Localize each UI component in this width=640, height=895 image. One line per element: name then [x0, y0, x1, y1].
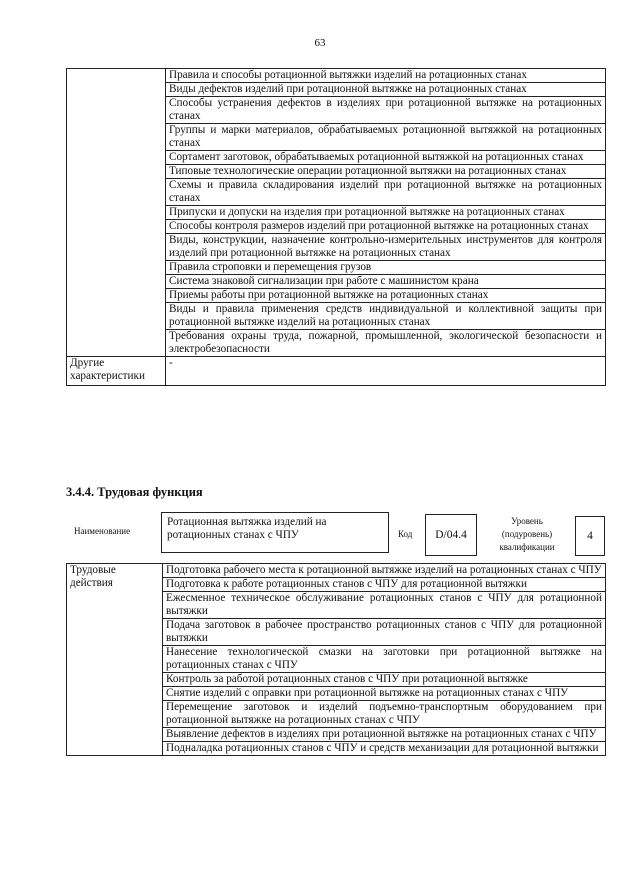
action-item: Снятие изделий с оправки при ротационной вытяжке на ротационных станах с ЧПУ: [163, 687, 606, 701]
action-item: Нанесение технологической смазки на заготовки при ротационной вытяжке на ротационных станах с ЧПУ: [163, 646, 606, 673]
knowledge-item: Способы устранения дефектов в изделиях при ротационной вытяжке на ротационных станах: [166, 97, 606, 124]
actions-label: Трудовые действия: [67, 564, 163, 756]
knowledge-label-cell: [67, 69, 166, 357]
page-number: 63: [314, 37, 326, 49]
function-name-box: Ротационная вытяжка изделий на ротационных станах с ЧПУ: [161, 512, 389, 553]
table-row: [67, 564, 606, 578]
knowledge-item: Правила и способы ротационной вытяжки изделий на ротационных станах: [166, 69, 606, 83]
other-characteristics-label: Другие характеристики: [67, 357, 166, 386]
knowledge-item: Требования охраны труда, пожарной, промышленной, экологической безопасности и электробезопасности: [166, 330, 606, 357]
knowledge-item: Способы контроля размеров изделий при ротационной вытяжке на ротационных станах: [166, 220, 606, 234]
section-title: 3.4.4. Трудовая функция: [66, 485, 203, 499]
level-label: Уровень (подуровень) квалификации: [499, 516, 555, 552]
knowledge-item: Приемы работы при ротационной вытяжке на ротационных станах: [166, 289, 606, 303]
action-item: Контроль за работой ротационных станов с ЧПУ при ротационной вытяжке: [163, 673, 606, 687]
knowledge-item: Система знаковой сигнализации при работе с машинистом крана: [166, 275, 606, 289]
knowledge-table: [66, 68, 606, 386]
knowledge-item: Схемы и правила складирования изделий при ротационной вытяжке на ротационных станах: [166, 179, 606, 206]
actions-table: [66, 563, 606, 756]
knowledge-item: Типовые технологические операции ротационной вытяжки на ротационных станах: [166, 165, 606, 179]
level-box: 4: [575, 516, 605, 556]
action-item: Подача заготовок в рабочее пространство ротационных станов с ЧПУ для ротационной вытяжки: [163, 619, 606, 646]
action-item: Подналадка ротационных станов с ЧПУ и средств механизации для ротационной вытяжки: [163, 742, 606, 756]
knowledge-item: Группы и марки материалов, обрабатываемых ротационной вытяжкой на ротационных станах: [166, 124, 606, 151]
knowledge-item: Припуски и допуски на изделия при ротационной вытяжке на ротационных станах: [166, 206, 606, 220]
action-item: Выявление дефектов в изделиях при ротационной вытяжке на ротационных станах с ЧПУ: [163, 728, 606, 742]
code-box: D/04.4: [425, 514, 477, 556]
knowledge-item: Виды, конструкции, назначение контрольно-измерительных инструментов для контроля изделий при ротационной вытяжке на ротационных станах: [166, 234, 606, 261]
action-item: Подготовка рабочего места к ротационной вытяжке изделий на ротационных станах с ЧПУ: [163, 564, 606, 578]
name-label: Наименование: [74, 526, 131, 536]
knowledge-item: Сортамент заготовок, обрабатываемых ротационной вытяжкой на ротационных станах: [166, 151, 606, 165]
knowledge-item: Виды дефектов изделий при ротационной вытяжке на ротационных станах: [166, 83, 606, 97]
other-characteristics-value: -: [166, 357, 606, 386]
knowledge-item: Виды и правила применения средств индивидуальной и коллективной защиты при ротационной вытяжке изделий на ротационных станах: [166, 303, 606, 330]
action-item: Подготовка к работе ротационных станов с ЧПУ для ротационной вытяжки: [163, 578, 606, 592]
code-label: Код: [398, 529, 413, 539]
action-item: Перемещение заготовок и изделий подъемно-транспортным оборудованием при ротационной вытяжке на ротационных станах с ЧПУ: [163, 701, 606, 728]
knowledge-item: Правила строповки и перемещения грузов: [166, 261, 606, 275]
table-row: [67, 69, 606, 83]
table-row: [67, 357, 606, 386]
action-item: Ежесменное техническое обслуживание ротационных станов с ЧПУ для ротационной вытяжки: [163, 592, 606, 619]
